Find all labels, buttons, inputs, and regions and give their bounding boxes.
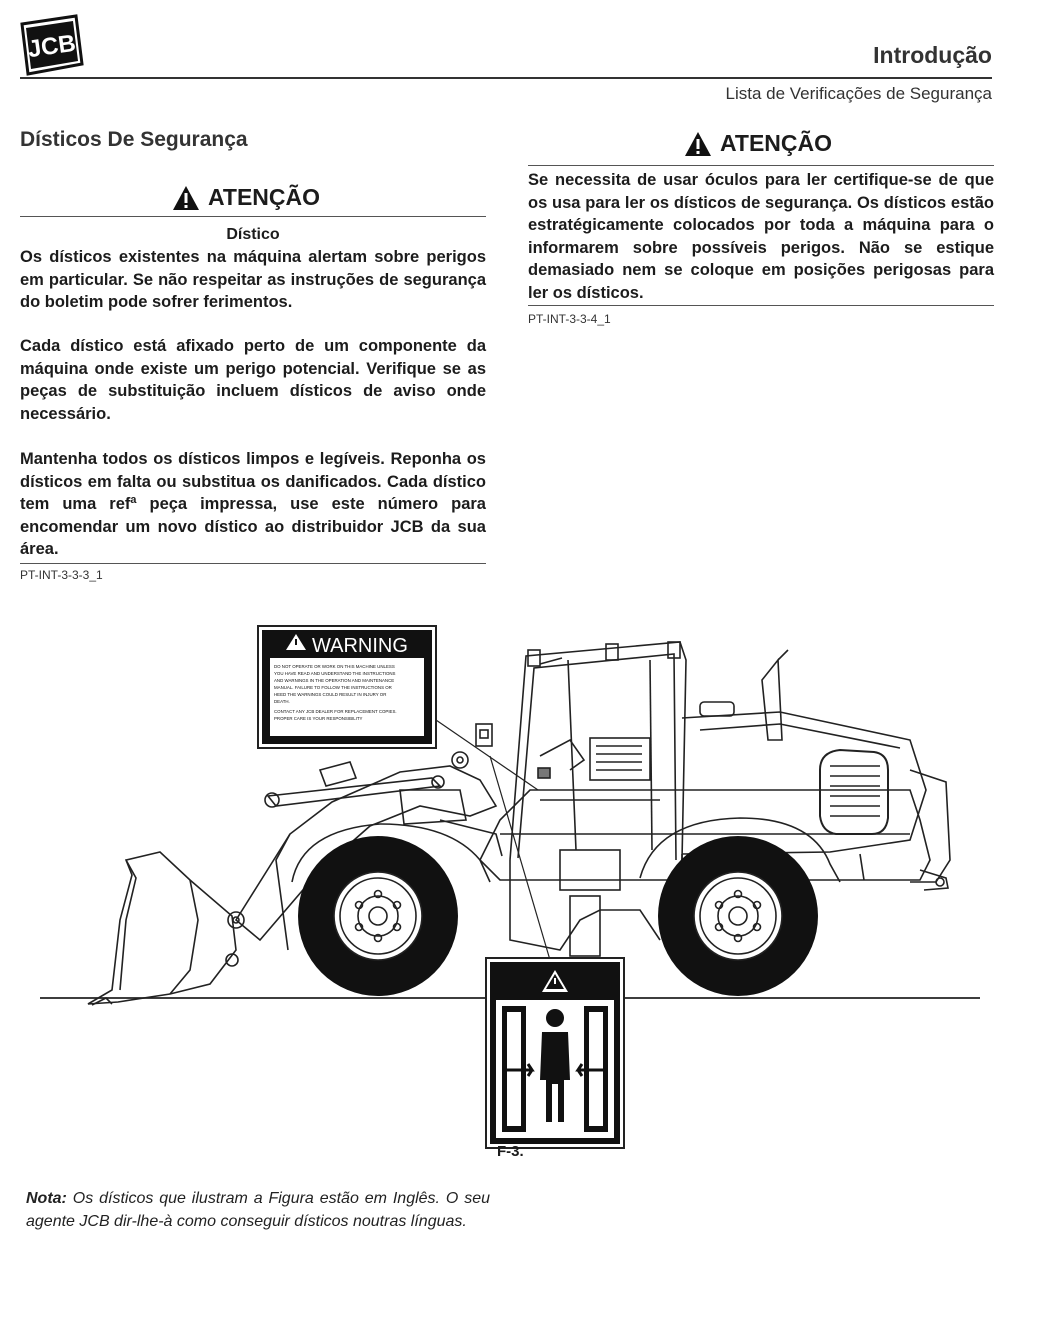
warning-subheading: Dístico: [226, 226, 280, 243]
svg-text:CONTACT ANY JCB DEALER FOR REP: CONTACT ANY JCB DEALER FOR REPLACEMENT COPIES.: [274, 709, 397, 714]
svg-text:AND WARNINGS IN THE OPERATION: AND WARNINGS IN THE OPERATION AND MAINTENANCE: [274, 678, 395, 683]
warning-triangle-icon: [684, 131, 712, 157]
crush-hazard-decal: [486, 958, 624, 1148]
svg-text:MANUAL. FAILURE TO FOLLOW THE: MANUAL. FAILURE TO FOLLOW THE INSTRUCTIONS OR: [274, 685, 392, 690]
note: [26, 1187, 490, 1233]
cab: [510, 642, 686, 860]
divider: [528, 165, 994, 166]
wheel-loader-figure: [40, 620, 1000, 1160]
paragraph: Os dísticos existentes na máquina alertam sobre perigos em particular. Se não respeitar as instruções de segurança do boletim pode sofrer ferimentos.: [20, 248, 486, 311]
svg-text:JCB: JCB: [26, 29, 78, 64]
warning-heading-text: ATENÇÃO: [208, 184, 321, 210]
svg-text:WARNING: WARNING: [312, 635, 408, 657]
paragraph: Cada dístico está afixado perto de um componente da máquina onde existe um perigo potencial. Verifique se as peças de substituição incluem dísticos de aviso onde necessário.: [20, 337, 486, 423]
warning-heading-text: ATENÇÃO: [720, 130, 833, 156]
note-text: Os dísticos que ilustram a Figura estão em Inglês. O seu agente JCB dir-lhe-à como conseguir dísticos noutras línguas.: [26, 1190, 490, 1230]
reference-code: PT-INT-3-3-4_1: [528, 312, 611, 326]
svg-text:YOU HAVE READ AND UNDERSTAND T: YOU HAVE READ AND UNDERSTAND THE INSTRUCTIONS: [274, 671, 396, 676]
header-divider: [20, 77, 992, 79]
warning-decal: [258, 626, 436, 748]
svg-text:PROPER CARE IS YOUR RESPONSIBI: PROPER CARE IS YOUR RESPONSIBILITY: [274, 716, 363, 721]
paragraph: Se necessita de usar óculos para ler certifique-se de que os usa para ler os dísticos de segurança. Os dísticos estão estratégicamente colocados por toda a máquina para o informarem sobre possíveis perigos. Não se estique demasiado nem se coloque em posições perigosas para ler os dísticos.: [528, 171, 994, 302]
svg-text:DO NOT OPERATE OR WORK ON THIS: DO NOT OPERATE OR WORK ON THIS MACHINE UNLESS: [274, 664, 395, 669]
page-subtitle: Lista de Verificações de Segurança: [725, 84, 992, 103]
warning-heading-right: [684, 130, 832, 157]
reference-code: PT-INT-3-3-3_1: [20, 568, 103, 582]
engine-grille: [820, 750, 888, 834]
warning-triangle-icon: [172, 185, 200, 211]
divider: [20, 563, 486, 564]
rear-wheel: [658, 836, 818, 996]
svg-text:HEED THE WARNINGS COULD RESULT: HEED THE WARNINGS COULD RESULT IN INJURY OR: [274, 692, 387, 697]
divider: [20, 216, 486, 217]
note-label: Nota:: [26, 1190, 67, 1207]
paragraph: Mantenha todos os dísticos limpos e legíveis. Reponha os dísticos em falta ou substitua os danificados. Cada dístico tem uma refª peça impressa, use este número para encomendar um novo dístico ao distribuidor JCB da sua área.: [20, 450, 486, 558]
jcb-logo: [16, 14, 86, 76]
divider: [528, 305, 994, 306]
front-wheel: [298, 836, 458, 996]
svg-text:DEATH.: DEATH.: [274, 699, 290, 704]
figure-label: F-3.: [497, 1143, 524, 1160]
section-title: Dísticos De Segurança: [20, 128, 248, 151]
page-title: Introdução: [873, 42, 992, 68]
warning-heading-left: [172, 184, 320, 211]
